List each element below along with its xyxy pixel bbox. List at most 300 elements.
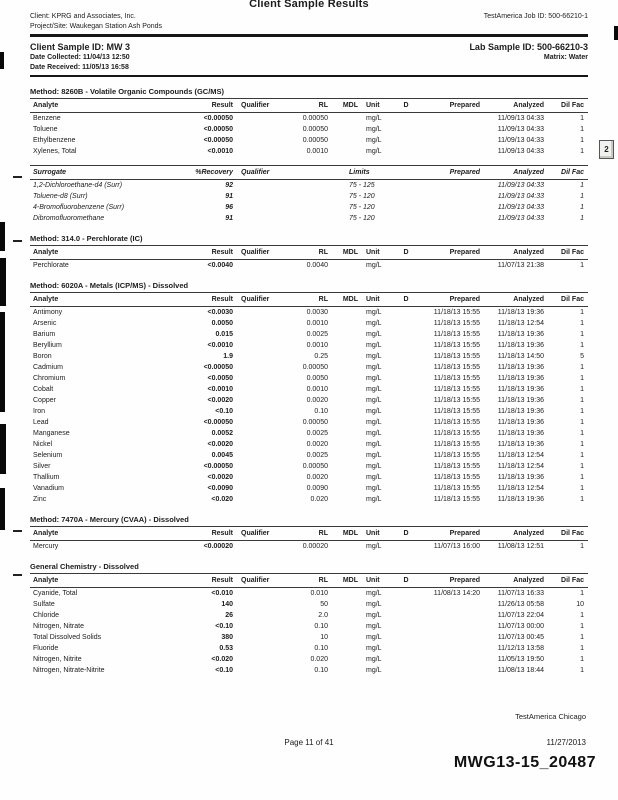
table-cell: 11/09/13 04:33 bbox=[497, 115, 544, 122]
table-cell: 1 bbox=[580, 419, 584, 426]
table-row bbox=[30, 146, 588, 157]
table-cell: 0.0010 bbox=[306, 148, 328, 155]
table-cell: 1 bbox=[580, 126, 584, 133]
table-cell: Toluene bbox=[33, 126, 58, 133]
table-cell: Nitrogen, Nitrate bbox=[33, 623, 84, 630]
table-cell: 11/18/13 12:54 bbox=[497, 320, 544, 327]
table-cell bbox=[328, 417, 358, 428]
table-cell: Thallium bbox=[33, 474, 60, 481]
table-cell: Cadmium bbox=[33, 364, 63, 371]
table-cell bbox=[328, 395, 358, 406]
table-cell: 11/18/13 19:36 bbox=[497, 364, 544, 371]
table-cell: 96 bbox=[225, 204, 233, 211]
table-row bbox=[30, 494, 588, 505]
table-cell bbox=[328, 124, 358, 135]
table-cell: 0.0052 bbox=[211, 430, 233, 437]
table-row bbox=[30, 329, 588, 340]
table-cell: 11/18/13 14:50 bbox=[497, 353, 544, 360]
table-cell: Chloride bbox=[33, 612, 60, 619]
column-header: Analyzed bbox=[513, 102, 544, 109]
method-section bbox=[30, 281, 588, 505]
table-cell: mg/L bbox=[366, 137, 382, 144]
table-cell: 0.0040 bbox=[306, 262, 328, 269]
table-cell: mg/L bbox=[366, 601, 382, 608]
table-cell: 11/18/13 15:55 bbox=[433, 397, 480, 404]
table-cell: 11/18/13 19:36 bbox=[497, 496, 544, 503]
table-cell: 11/18/13 15:55 bbox=[433, 474, 480, 481]
column-header: Result bbox=[211, 296, 233, 303]
table-cell bbox=[328, 307, 358, 318]
table-cell: Silver bbox=[33, 463, 51, 470]
table-cell: 11/18/13 19:36 bbox=[497, 375, 544, 382]
table-cell bbox=[416, 632, 480, 643]
table-cell bbox=[233, 351, 273, 362]
table-cell bbox=[328, 362, 358, 373]
table-cell: 11/18/13 15:55 bbox=[433, 430, 480, 437]
table-cell: Manganese bbox=[33, 430, 70, 437]
column-header: Qualifier bbox=[241, 577, 270, 584]
method-section bbox=[30, 165, 588, 224]
table-cell: 11/18/13 15:55 bbox=[433, 364, 480, 371]
table-cell bbox=[416, 621, 480, 632]
table-cell bbox=[396, 654, 416, 665]
table-cell: <0.0010 bbox=[207, 342, 233, 349]
table-cell: 75 - 120 bbox=[349, 215, 375, 222]
table-cell bbox=[396, 599, 416, 610]
table-cell: 0.0050 bbox=[211, 320, 233, 327]
table-cell bbox=[233, 494, 273, 505]
table-cell: Antimony bbox=[33, 309, 63, 316]
table-cell: 11/08/13 14:20 bbox=[433, 590, 480, 597]
lab-name: TestAmerica Chicago bbox=[515, 712, 586, 721]
table-cell bbox=[396, 665, 416, 676]
column-header: D bbox=[403, 249, 409, 256]
table-cell: mg/L bbox=[366, 463, 382, 470]
table-cell bbox=[328, 135, 358, 146]
table-cell: 11/18/13 19:36 bbox=[497, 408, 544, 415]
date-received-row bbox=[30, 64, 588, 71]
column-header: D bbox=[403, 530, 409, 537]
table-cell bbox=[416, 180, 480, 191]
table-cell: Dibromofluoromethane bbox=[33, 215, 105, 222]
table-cell bbox=[233, 588, 273, 599]
table-cell bbox=[396, 124, 416, 135]
table-cell: 11/09/13 04:33 bbox=[497, 126, 544, 133]
table-cell: 1 bbox=[580, 634, 584, 641]
table-row bbox=[30, 588, 588, 599]
column-header: MDL bbox=[342, 249, 358, 256]
scan-artifact bbox=[0, 222, 5, 251]
table-cell: 1 bbox=[580, 667, 584, 674]
table-cell: 1 bbox=[580, 137, 584, 144]
table-cell: Selenium bbox=[33, 452, 63, 459]
table-cell bbox=[233, 373, 273, 384]
table-cell: Chromium bbox=[33, 375, 66, 382]
table-cell: Vanadium bbox=[33, 485, 65, 492]
table-cell: mg/L bbox=[366, 452, 382, 459]
column-header: Qualifier bbox=[241, 296, 270, 303]
table-cell: 91 bbox=[225, 215, 233, 222]
table-row bbox=[30, 483, 588, 494]
table-cell bbox=[233, 135, 273, 146]
table-cell: mg/L bbox=[366, 408, 382, 415]
table-cell bbox=[233, 439, 273, 450]
table-cell bbox=[328, 494, 358, 505]
table-cell bbox=[233, 621, 273, 632]
table-cell: 11/18/13 19:36 bbox=[497, 474, 544, 481]
date-collected-row bbox=[30, 54, 588, 61]
table-cell: 11/18/13 15:55 bbox=[433, 496, 480, 503]
table-cell bbox=[233, 599, 273, 610]
table-row bbox=[30, 260, 588, 271]
page-title: Client Sample Results bbox=[249, 0, 369, 10]
table-row bbox=[30, 191, 588, 202]
table-row bbox=[30, 610, 588, 621]
table-cell: Nitrogen, Nitrite bbox=[33, 656, 82, 663]
table-cell: 0.00050 bbox=[302, 137, 328, 144]
table-row bbox=[30, 665, 588, 676]
column-header: Qualifier bbox=[241, 169, 270, 176]
table-row bbox=[30, 307, 588, 318]
table-row bbox=[30, 406, 588, 417]
table-row bbox=[30, 202, 588, 213]
table-cell: mg/L bbox=[366, 441, 382, 448]
scan-artifact bbox=[0, 52, 4, 69]
table-cell: Cobalt bbox=[33, 386, 54, 393]
table-cell bbox=[396, 450, 416, 461]
table-cell: mg/L bbox=[366, 419, 382, 426]
table-cell: 11/18/13 19:36 bbox=[497, 331, 544, 338]
table-cell: 1 bbox=[580, 656, 584, 663]
table-cell: 4-Bromofluorobenzene (Surr) bbox=[33, 204, 125, 211]
table-cell: <0.020 bbox=[211, 496, 233, 503]
table-cell bbox=[328, 351, 358, 362]
table-cell: 91 bbox=[225, 193, 233, 200]
table-cell: 11/05/13 19:50 bbox=[497, 656, 544, 663]
table-cell bbox=[233, 417, 273, 428]
table-cell bbox=[396, 621, 416, 632]
table-cell: 0.53 bbox=[219, 645, 233, 652]
table-cell: 50 bbox=[320, 601, 328, 608]
table-cell bbox=[328, 260, 358, 271]
table-cell: 10 bbox=[576, 601, 584, 608]
scan-artifact bbox=[13, 176, 22, 178]
table-cell: 11/18/13 12:54 bbox=[497, 463, 544, 470]
table-cell bbox=[233, 541, 273, 552]
column-header: Prepared bbox=[449, 102, 480, 109]
table-cell: mg/L bbox=[366, 634, 382, 641]
table-cell: 140 bbox=[221, 601, 233, 608]
column-header: Dil Fac bbox=[561, 102, 584, 109]
table-cell: 0.0025 bbox=[306, 452, 328, 459]
table-cell bbox=[416, 191, 480, 202]
client-job-row bbox=[30, 13, 588, 20]
table-header-row bbox=[30, 165, 588, 180]
column-header: Analyzed bbox=[513, 249, 544, 256]
table-cell bbox=[396, 146, 416, 157]
scan-artifact bbox=[0, 488, 5, 530]
column-header: MDL bbox=[342, 577, 358, 584]
table-row bbox=[30, 450, 588, 461]
table-row bbox=[30, 351, 588, 362]
table-cell: 0.0020 bbox=[306, 474, 328, 481]
table-cell bbox=[233, 483, 273, 494]
table-cell bbox=[396, 395, 416, 406]
table-cell: <0.0010 bbox=[207, 386, 233, 393]
project-site-line: Project/Site: Waukegan Station Ash Ponds bbox=[30, 23, 163, 30]
table-header-row bbox=[30, 245, 588, 260]
table-cell: 11/18/13 19:36 bbox=[497, 430, 544, 437]
table-cell: <0.0020 bbox=[207, 474, 233, 481]
table-cell: mg/L bbox=[366, 496, 382, 503]
table-cell bbox=[233, 461, 273, 472]
table-cell bbox=[416, 213, 480, 224]
table-cell: mg/L bbox=[366, 430, 382, 437]
table-cell: <0.00050 bbox=[203, 137, 233, 144]
table-cell: 0.00050 bbox=[302, 115, 328, 122]
scan-artifact bbox=[0, 258, 6, 306]
table-cell: 0.25 bbox=[314, 353, 328, 360]
scan-artifact bbox=[13, 574, 22, 576]
table-cell bbox=[396, 307, 416, 318]
table-cell: 0.00050 bbox=[302, 364, 328, 371]
table-row bbox=[30, 213, 588, 224]
table-header-row bbox=[30, 98, 588, 113]
table-cell bbox=[328, 610, 358, 621]
table-cell: 75 - 125 bbox=[349, 182, 375, 189]
table-cell: Copper bbox=[33, 397, 56, 404]
table-cell bbox=[233, 329, 273, 340]
table-cell: 1 bbox=[580, 331, 584, 338]
table-row bbox=[30, 362, 588, 373]
table-cell: mg/L bbox=[366, 148, 382, 155]
table-cell: 11/18/13 15:55 bbox=[433, 419, 480, 426]
table-cell: Nitrogen, Nitrate-Nitrite bbox=[33, 667, 105, 674]
table-cell: 0.015 bbox=[215, 331, 233, 338]
column-header: Result bbox=[211, 530, 233, 537]
table-cell: 1 bbox=[580, 386, 584, 393]
column-header: Unit bbox=[366, 249, 380, 256]
table-cell: 11/18/13 15:55 bbox=[433, 331, 480, 338]
table-cell: 1 bbox=[580, 430, 584, 437]
column-header: Dil Fac bbox=[561, 249, 584, 256]
divider-rule-top bbox=[30, 34, 588, 37]
table-cell bbox=[233, 654, 273, 665]
column-header: Qualifier bbox=[241, 249, 270, 256]
table-cell: mg/L bbox=[366, 397, 382, 404]
table-cell: 11/18/13 15:55 bbox=[433, 309, 480, 316]
table-cell: 1 bbox=[580, 623, 584, 630]
client-sample-id: Client Sample ID: MW 3 bbox=[30, 41, 131, 52]
table-cell: 1 bbox=[580, 408, 584, 415]
table-cell bbox=[396, 472, 416, 483]
table-cell: 75 - 120 bbox=[349, 204, 375, 211]
table-cell: mg/L bbox=[366, 543, 382, 550]
section-title: Method: 7470A - Mercury (CVAA) - Dissolved bbox=[30, 515, 189, 524]
report-sections bbox=[30, 87, 588, 676]
table-cell: 0.10 bbox=[314, 645, 328, 652]
table-cell bbox=[396, 373, 416, 384]
table-cell: 11/07/13 00:00 bbox=[497, 623, 544, 630]
table-cell bbox=[396, 340, 416, 351]
table-cell: 1 bbox=[580, 115, 584, 122]
table-cell: 11/18/13 15:55 bbox=[433, 320, 480, 327]
table-cell: Sulfate bbox=[33, 601, 55, 608]
table-cell: 0.10 bbox=[314, 408, 328, 415]
table-cell bbox=[396, 632, 416, 643]
table-cell bbox=[396, 406, 416, 417]
table-cell: Ethylbenzene bbox=[33, 137, 76, 144]
scan-artifact bbox=[0, 312, 5, 412]
table-cell: <0.010 bbox=[211, 590, 233, 597]
table-cell: 0.020 bbox=[310, 496, 328, 503]
table-cell: 0.0020 bbox=[306, 441, 328, 448]
table-cell: <0.0040 bbox=[207, 262, 233, 269]
table-cell: Zinc bbox=[33, 496, 47, 503]
table-cell bbox=[233, 124, 273, 135]
column-header: Result bbox=[211, 102, 233, 109]
table-cell bbox=[233, 450, 273, 461]
table-cell: Nickel bbox=[33, 441, 53, 448]
table-cell bbox=[396, 417, 416, 428]
table-cell: 11/07/13 16:33 bbox=[497, 590, 544, 597]
table-cell bbox=[328, 461, 358, 472]
table-row bbox=[30, 461, 588, 472]
table-cell bbox=[328, 621, 358, 632]
column-header: Prepared bbox=[449, 530, 480, 537]
scan-artifact bbox=[13, 240, 22, 242]
table-cell: mg/L bbox=[366, 331, 382, 338]
table-cell bbox=[396, 202, 416, 213]
table-header-row bbox=[30, 292, 588, 307]
table-cell: 1 bbox=[580, 215, 584, 222]
table-cell: 11/18/13 15:55 bbox=[433, 375, 480, 382]
table-cell bbox=[416, 202, 480, 213]
table-cell bbox=[328, 588, 358, 599]
table-cell: 1 bbox=[580, 397, 584, 404]
table-cell: 0.00050 bbox=[302, 463, 328, 470]
table-cell: 1 bbox=[580, 645, 584, 652]
table-cell: 11/18/13 12:54 bbox=[497, 485, 544, 492]
table-cell bbox=[416, 124, 480, 135]
column-header: Unit bbox=[366, 530, 380, 537]
column-header: RL bbox=[318, 249, 328, 256]
column-header: %Recovery bbox=[195, 169, 233, 176]
table-cell: 11/18/13 19:36 bbox=[497, 309, 544, 316]
table-cell: mg/L bbox=[366, 667, 382, 674]
table-cell bbox=[233, 260, 273, 271]
table-cell: 11/09/13 04:33 bbox=[497, 215, 544, 222]
table-cell: mg/L bbox=[366, 309, 382, 316]
table-row bbox=[30, 417, 588, 428]
table-cell: <0.00050 bbox=[203, 419, 233, 426]
column-header: MDL bbox=[342, 102, 358, 109]
table-header-row bbox=[30, 526, 588, 541]
table-cell: 1 bbox=[580, 474, 584, 481]
column-header: Analyte bbox=[33, 102, 59, 109]
table-cell: 5 bbox=[580, 353, 584, 360]
table-cell: <0.0030 bbox=[207, 309, 233, 316]
table-cell: Beryllium bbox=[33, 342, 62, 349]
table-cell: 11/18/13 15:55 bbox=[433, 386, 480, 393]
column-header: Analyzed bbox=[513, 530, 544, 537]
table-cell: mg/L bbox=[366, 115, 382, 122]
method-section bbox=[30, 87, 588, 157]
table-cell: 11/18/13 15:55 bbox=[433, 485, 480, 492]
page-tab-marker: 2 bbox=[599, 140, 614, 159]
table-cell: 1 bbox=[580, 463, 584, 470]
table-cell: <0.00050 bbox=[203, 364, 233, 371]
table-cell: 0.020 bbox=[310, 656, 328, 663]
table-cell: 1 bbox=[580, 543, 584, 550]
table-cell: 1 bbox=[580, 148, 584, 155]
table-cell: 11/12/13 13:58 bbox=[497, 645, 544, 652]
table-cell: mg/L bbox=[366, 364, 382, 371]
table-cell: 0.0090 bbox=[306, 485, 328, 492]
sample-id-row bbox=[30, 42, 588, 52]
table-cell: <0.0020 bbox=[207, 441, 233, 448]
table-cell: mg/L bbox=[366, 320, 382, 327]
job-id: TestAmerica Job ID: 500-66210-1 bbox=[483, 13, 588, 20]
column-header: Prepared bbox=[449, 296, 480, 303]
table-cell: mg/L bbox=[366, 645, 382, 652]
column-header: Dil Fac bbox=[561, 169, 584, 176]
table-cell bbox=[396, 351, 416, 362]
table-row bbox=[30, 113, 588, 124]
table-cell bbox=[328, 483, 358, 494]
column-header: Qualifier bbox=[241, 102, 270, 109]
table-cell: mg/L bbox=[366, 262, 382, 269]
table-cell: mg/L bbox=[366, 386, 382, 393]
table-cell bbox=[328, 599, 358, 610]
scan-artifact bbox=[0, 424, 6, 474]
table-row bbox=[30, 395, 588, 406]
table-row bbox=[30, 643, 588, 654]
table-cell: 0.010 bbox=[310, 590, 328, 597]
table-cell: 1 bbox=[580, 193, 584, 200]
table-cell: 0.00050 bbox=[302, 419, 328, 426]
table-cell bbox=[233, 472, 273, 483]
table-cell: Benzene bbox=[33, 115, 61, 122]
table-cell: Lead bbox=[33, 419, 49, 426]
table-cell bbox=[416, 135, 480, 146]
table-cell bbox=[416, 113, 480, 124]
column-header: MDL bbox=[342, 530, 358, 537]
column-header: Qualifier bbox=[241, 530, 270, 537]
column-header: MDL bbox=[342, 296, 358, 303]
table-cell: 11/18/13 19:36 bbox=[497, 386, 544, 393]
table-cell bbox=[328, 384, 358, 395]
table-header-row bbox=[30, 573, 588, 588]
table-cell: 11/18/13 19:36 bbox=[497, 441, 544, 448]
column-header: Analyte bbox=[33, 577, 59, 584]
table-cell: mg/L bbox=[366, 590, 382, 597]
table-cell: 1 bbox=[580, 496, 584, 503]
table-cell bbox=[396, 260, 416, 271]
table-cell: mg/L bbox=[366, 474, 382, 481]
column-header: RL bbox=[318, 296, 328, 303]
table-cell: 0.10 bbox=[314, 623, 328, 630]
table-cell: Total Dissolved Solids bbox=[33, 634, 102, 641]
table-cell: 0.0025 bbox=[306, 331, 328, 338]
divider-rule-bottom bbox=[30, 75, 588, 78]
date-collected: Date Collected: 11/04/13 12:50 bbox=[30, 54, 130, 61]
table-cell: <0.020 bbox=[211, 656, 233, 663]
section-title: Method: 6020A - Metals (ICP/MS) - Dissolved bbox=[30, 281, 189, 290]
lab-sample-id: Lab Sample ID: 500-66210-3 bbox=[469, 41, 588, 52]
table-cell bbox=[328, 318, 358, 329]
table-cell bbox=[233, 428, 273, 439]
